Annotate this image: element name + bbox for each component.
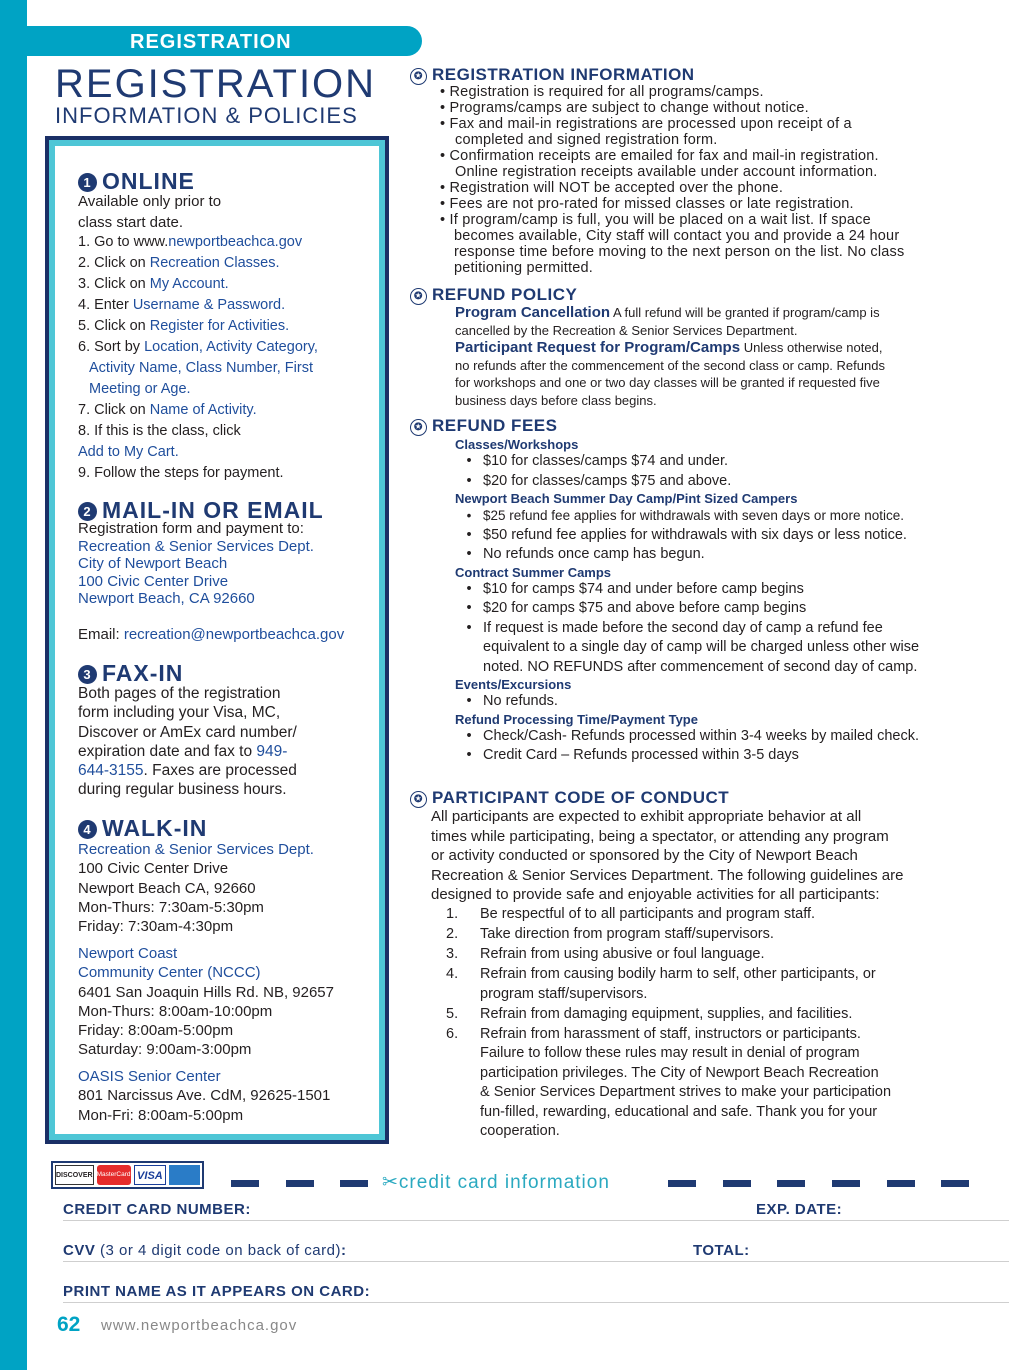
cut-line-dash <box>777 1180 805 1187</box>
star-bullet-icon: ✪ <box>410 288 427 305</box>
mail-in-email: Email: recreation@newportbeachca.gov <box>78 626 345 643</box>
number-three-icon: 3 <box>78 665 97 684</box>
cut-line-dash <box>668 1180 696 1187</box>
visa-card-icon: VISA <box>134 1165 167 1185</box>
cut-line-dash <box>832 1180 860 1187</box>
walk-in-location-3: OASIS Senior Center 801 Narcissus Ave. CdM, 92625-1501 Mon-Fri: 8:00am-5:00pm <box>78 1068 331 1124</box>
email-link[interactable]: recreation@newportbeachca.gov <box>123 626 345 643</box>
number-one-icon: 1 <box>78 173 97 192</box>
page-subtitle: INFORMATION & POLICIES <box>55 103 358 128</box>
refund-policy-text: Program Cancellation A full refund will be granted if program/camp is cancelled by the Recreation & Senior Services Department. Participant Request for Program/Camps Unless otherwise noted, no refunds after the commencement of the second class or camp. Refunds for workshops and one or two day classes will be granted if requested five business days before class begins. <box>455 304 885 408</box>
star-bullet-icon: ✪ <box>410 419 427 436</box>
footer-url: www.newportbeachca.gov <box>101 1317 298 1334</box>
scissors-icon: ✂ <box>382 1172 399 1193</box>
cvv-label: CVV (3 or 4 digit code on back of card): <box>63 1242 347 1259</box>
discover-card-icon: DISCOVER <box>55 1165 94 1185</box>
walk-in-location-1: Recreation & Senior Services Dept. 100 Civic Center Drive Newport Beach CA, 92660 Mon-Thurs: 7:30am-5:30pm Friday: 7:30am-4:30pm <box>78 841 314 936</box>
fax-in-heading: 3 FAX-IN <box>78 660 183 687</box>
fax-in-text: Both pages of the registration form including your Visa, MC, Discover or AmEx card number/ expiration date and fax to 949- 644-3155. Faxes are processed during regular business hours. <box>78 685 297 799</box>
walk-in-heading: 4 WALK-IN <box>78 815 207 842</box>
amex-card-icon: AMEX <box>169 1165 200 1185</box>
registration-info-heading: ✪ REGISTRATION INFORMATION <box>410 65 695 85</box>
refund-policy-heading: ✪ REFUND POLICY <box>410 285 577 305</box>
print-name-field[interactable] <box>63 1302 1009 1303</box>
mail-in-address: Registration form and payment to: Recreation & Senior Services Dept. City of Newport Beach 100 Civic Center Drive Newport Beach, CA 92660 <box>78 520 314 607</box>
total-label: TOTAL: <box>693 1242 750 1259</box>
code-of-conduct-heading: ✪ PARTICIPANT CODE OF CONDUCT <box>410 788 729 808</box>
number-four-icon: 4 <box>78 820 97 839</box>
credit-card-divider: ✂credit card information <box>382 1172 610 1193</box>
print-name-label: PRINT NAME AS IT APPEARS ON CARD: <box>63 1283 371 1300</box>
page-number: 62 <box>57 1313 81 1336</box>
page-edge-bar <box>0 0 27 1370</box>
page-title: REGISTRATION <box>55 62 377 106</box>
cut-line-dash <box>887 1180 915 1187</box>
website-link[interactable]: newportbeachca.gov <box>168 234 303 250</box>
refund-fees-list: Classes/Workshops • $10 for classes/camps $74 and under. • $20 for classes/camps $75 and above. Newport Beach Summer Day Camp/Pint Sized Campers • $25 refund fee applies for withdrawals with seven days or more notice. • $50 refund fee applies for withdrawals with six days or less notice. • No refunds once camp has begun. Contract Summer Camps • $10 for camps $74 and under before camp begins • $20 for camps $75 and above before camp begins • If request is made before the second day of camp a refund fee equivalent to a single day of camp will be charged unless other wise noted. NO REFUNDS after commencement of second day of camp. Events/Excursions • No refunds. Refund Processing Time/Payment Type • Check/Cash- Refunds processed within 3-4 weeks by mailed check. • Credit Card – Refunds processed within 3-5 days <box>455 437 920 763</box>
code-of-conduct-rules: 1. Be respectful of to all participants and program staff. 2. Take direction from program staff/supervisors. 3. Refrain from using abusive or foul language. 4. Refrain from causing bodily harm to self, other participants, or program staff/supervisors. 5. Refrain from damaging equipment, supplies, and facilities. 6. Refrain from harassment of staff, instructors or participants. Failure to follow these rules may result in denial of program participation privileges. The City of Newport Beach Recreation & Senior Services Department strives to make your participation fun-filled, rewarding, educational and safe. Thank you for your cooperation. <box>446 906 892 1139</box>
online-steps: 1. Go to www.newportbeachca.gov 2. Click on Recreation Classes. 3. Click on My Account. 4. Enter Username & Password. 5. Click on Register for Activities. 6. Sort by Location, Activity Category, Activity Name, Class Number, First Meeting or Age. 7. Click on Name of Activity. 8. If this is the class, click Add to My Cart. 9. Follow the steps for payment. <box>78 234 318 481</box>
mastercard-icon: MasterCard <box>97 1165 131 1185</box>
registration-info-list: • Registration is required for all programs/camps. • Programs/camps are subject to change without notice. • Fax and mail-in registrations are processed upon receipt of a completed and signed registration form. • Confirmation receipts are emailed for fax and mail-in registration. Online registration receipts available under account information. • Registration will NOT be accepted over the phone. • Fees are not pro-rated for missed classes or late registration. • If program/camp is full, you will be placed on a wait list. If space becomes available, City staff will contact you and provide a 24 hour response time before moving to the next person on the list. No class petitioning permitted. <box>440 84 905 276</box>
section-tab-label: REGISTRATION <box>130 31 292 53</box>
fax-number-link[interactable]: 644-3155 <box>78 762 144 780</box>
mail-in-heading: 2 MAIL-IN OR EMAIL <box>78 497 324 524</box>
cut-line-dash <box>941 1180 969 1187</box>
walk-in-location-2: Newport Coast Community Center (NCCC) 6401 San Joaquin Hills Rd. NB, 92657 Mon-Thurs: 8:00am-10:00pm Friday: 8:00am-5:00pm Saturday: 9:00am-3:00pm <box>78 945 334 1059</box>
cut-line-dash <box>231 1180 259 1187</box>
refund-fees-heading: ✪ REFUND FEES <box>410 416 557 436</box>
star-bullet-icon: ✪ <box>410 68 427 85</box>
accepted-cards <box>51 1161 204 1189</box>
cut-line-dash <box>340 1180 368 1187</box>
number-two-icon: 2 <box>78 502 97 521</box>
online-heading: 1 ONLINE <box>78 168 195 195</box>
card-number-label: CREDIT CARD NUMBER: <box>63 1201 251 1218</box>
cut-line-dash <box>723 1180 751 1187</box>
code-of-conduct-intro: All participants are expected to exhibit appropriate behavior at all times while participating, being a spectator, or attending any program or activity conducted or sponsored by the City of Newport Beach Recreation & Senior Services Department. The following guidelines are designed to provide safe and enjoyable activities for all participants: <box>431 808 904 903</box>
star-bullet-icon: ✪ <box>410 791 427 808</box>
cvv-total-field[interactable] <box>63 1261 1009 1262</box>
card-number-field[interactable] <box>63 1220 1009 1221</box>
exp-date-label: EXP. DATE: <box>756 1201 843 1218</box>
cut-line-dash <box>286 1180 314 1187</box>
online-intro: Available only prior to class start date. <box>78 193 222 231</box>
